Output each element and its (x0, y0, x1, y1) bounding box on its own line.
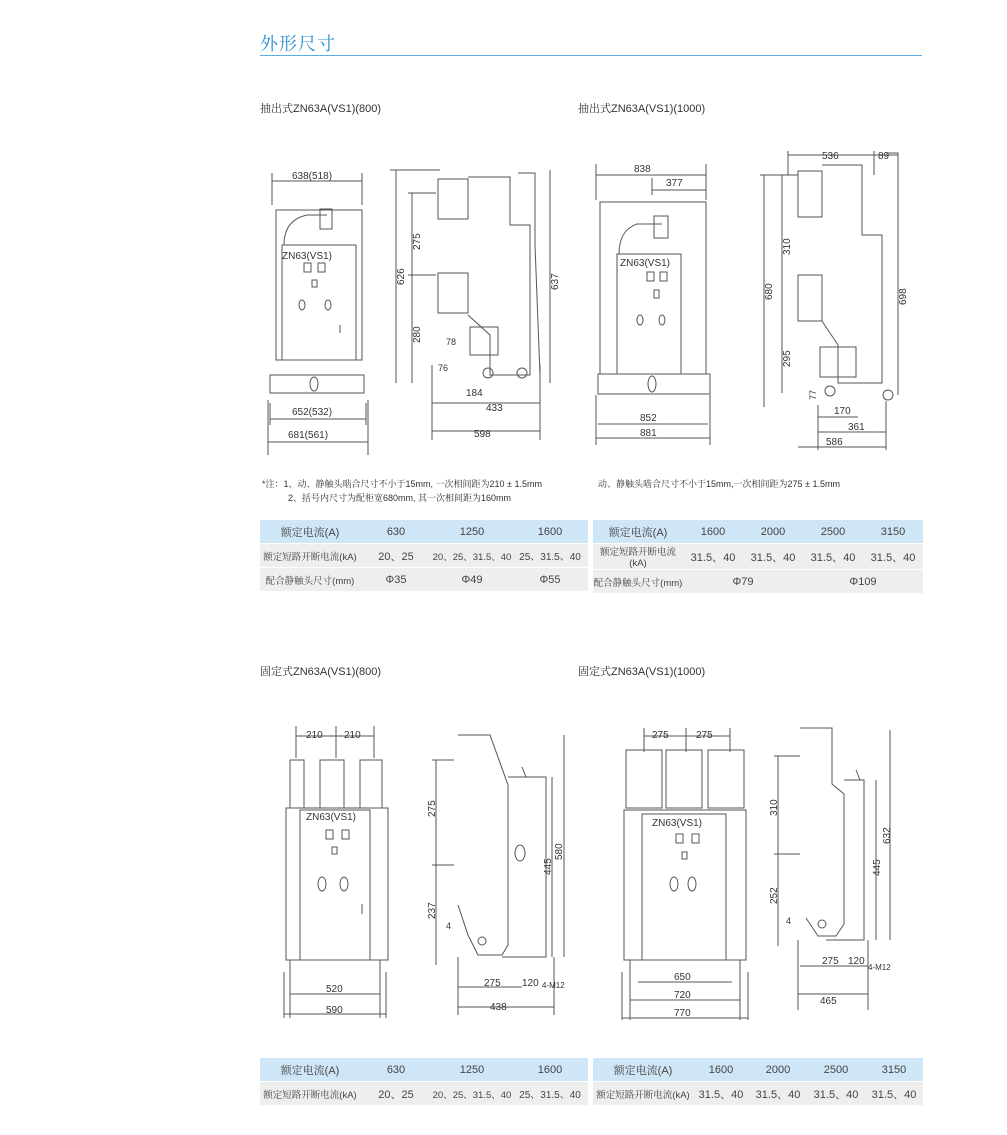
table-cell: 31.5、40 (807, 1082, 865, 1106)
dim-fixed-800-top2: 210 (344, 730, 361, 741)
caption-fixed-1000: 固定式ZN63A(VS1)(1000) (578, 666, 706, 678)
table-drawout-1000 (593, 520, 923, 594)
drawout-800-front-badge: ZN63(VS1) (282, 251, 333, 262)
table-row (260, 1058, 588, 1082)
table-cell: 25、31.5、40 (512, 1082, 588, 1106)
fixed-800-side-drawing (418, 725, 588, 1020)
table-drawout-800 (260, 520, 588, 592)
dim-drawout-800-637: 637 (550, 273, 561, 290)
dim-fixed-800-275b: 275 (484, 978, 501, 989)
table-cell: 630 (360, 1058, 432, 1082)
dim-drawout-1000-top2: 377 (666, 178, 683, 189)
dim-drawout-1000-89: 89 (878, 151, 890, 162)
caption-drawout-800: 抽出式ZN63A(VS1)(800) (260, 103, 382, 115)
fixed-800-front-badge: ZN63(VS1) (306, 812, 357, 823)
fixed-1000-front-drawing (612, 724, 752, 1024)
table-cell: 1600 (512, 1058, 588, 1082)
table-cell: 额定短路开断电流(kA) (593, 544, 683, 570)
dim-drawout-1000-586: 586 (826, 437, 843, 448)
note-right-1: 动、静触头啮合尺寸不小于15mm,一次相间距为275 ± 1.5mm (598, 479, 840, 489)
dim-fixed-800-445: 445 (543, 858, 554, 875)
section-title: 外形尺寸 (260, 34, 336, 54)
table-row (593, 1058, 923, 1082)
fixed-1000-side-drawing (760, 724, 910, 1014)
dim-drawout-800-598: 598 (474, 429, 491, 440)
table-cell: 配合静触头尺寸(mm) (260, 568, 360, 592)
table-cell: Φ109 (803, 570, 923, 594)
drawout-1000-side-drawing (758, 145, 908, 455)
dim-fixed-1000-310: 310 (769, 799, 780, 816)
table-cell: 20、25 (360, 1082, 432, 1106)
table-cell: 31.5、40 (863, 544, 923, 570)
dim-fixed-1000-bolt: 4-M12 (868, 963, 891, 972)
title-divider (260, 55, 922, 56)
table-row (260, 520, 588, 544)
table-row (593, 570, 923, 594)
table-cell: 1250 (432, 1058, 512, 1082)
table-cell: 31.5、40 (743, 544, 803, 570)
dim-fixed-1000-252: 252 (769, 887, 780, 904)
table-cell: 额定电流(A) (260, 520, 360, 544)
table-fixed-800 (260, 1058, 588, 1106)
table-cell: 31.5、40 (749, 1082, 807, 1106)
caption-drawout-1000: 抽出式ZN63A(VS1)(1000) (578, 103, 706, 115)
dim-fixed-1000-465: 465 (820, 996, 837, 1007)
table-fixed-1000 (593, 1058, 923, 1106)
table-row (593, 520, 923, 544)
table-cell: 3150 (865, 1058, 923, 1082)
dim-fixed-1000-4: 4 (786, 916, 792, 926)
table-row (260, 1082, 588, 1106)
dim-fixed-800-580: 580 (554, 843, 565, 860)
dim-drawout-800-bottom1: 652(532) (292, 407, 333, 418)
table-cell: 额定短路开断电流(kA) (260, 544, 360, 568)
table-cell: Φ35 (360, 568, 432, 592)
dim-fixed-800-bolt: 4-M12 (542, 981, 565, 990)
table-cell: 额定短路开断电流(kA) (260, 1082, 360, 1106)
table-cell: 1600 (683, 520, 743, 544)
dim-drawout-1000-77: 77 (808, 389, 818, 400)
dim-drawout-800-bottom2: 681(561) (288, 430, 329, 441)
dim-drawout-800-76: 76 (438, 363, 449, 373)
table-cell: 额定电流(A) (593, 520, 683, 544)
dim-fixed-800-438: 438 (490, 1002, 507, 1013)
dim-drawout-1000-680: 680 (764, 283, 775, 300)
table-cell: 31.5、40 (693, 1082, 749, 1106)
table-cell: 1600 (512, 520, 588, 544)
dim-fixed-1000-bottom3: 770 (674, 1008, 691, 1019)
table-cell: 20、25 (360, 544, 432, 568)
dim-drawout-1000-bottom1: 852 (640, 413, 657, 424)
table-row (260, 568, 588, 592)
table-cell: 2000 (743, 520, 803, 544)
dim-drawout-800-184: 184 (466, 388, 483, 399)
dim-fixed-1000-bottom1: 650 (674, 972, 691, 983)
table-cell: 额定电流(A) (260, 1058, 360, 1082)
table-row (593, 544, 923, 570)
note-left-1: *注：1、动、静触头啮合尺寸不小于15mm, 一次相间距为210 ± 1.5mm (262, 479, 542, 489)
table-cell: 20、25、31.5、40 (432, 544, 512, 568)
dim-fixed-800-bottom1: 520 (326, 984, 343, 995)
dim-fixed-1000-275: 275 (822, 956, 839, 967)
dim-fixed-800-4: 4 (446, 921, 452, 931)
drawout-800-front-drawing (262, 165, 382, 455)
table-cell: 额定电流(A) (593, 1058, 693, 1082)
dim-fixed-800-275: 275 (427, 800, 438, 817)
dim-drawout-800-upper: 275 (412, 233, 423, 250)
dim-fixed-1000-445: 445 (872, 859, 883, 876)
table-cell: 1250 (432, 520, 512, 544)
dim-fixed-800-top1: 210 (306, 730, 323, 741)
table-cell: Φ49 (432, 568, 512, 592)
dim-drawout-800-height: 626 (396, 268, 407, 285)
table-cell: 630 (360, 520, 432, 544)
drawout-1000-front-drawing (592, 160, 722, 445)
dim-drawout-1000-536: 536 (822, 151, 839, 162)
dim-drawout-800-lower: 280 (412, 326, 423, 343)
dim-fixed-1000-120: 120 (848, 956, 865, 967)
table-cell: 31.5、40 (803, 544, 863, 570)
note-left-2: 2、括号内尺寸为配柜宽680mm, 其一次相间距为160mm (288, 493, 512, 503)
table-cell: 31.5、40 (683, 544, 743, 570)
dim-drawout-1000-295: 295 (782, 350, 793, 367)
dim-drawout-1000-bottom2: 881 (640, 428, 657, 439)
fixed-800-front-drawing (280, 722, 400, 1022)
dim-fixed-800-bottom2: 590 (326, 1005, 343, 1016)
dim-drawout-800-top: 638(518) (292, 171, 333, 182)
drawout-1000-front-badge: ZN63(VS1) (620, 258, 671, 269)
dim-drawout-800-433: 433 (486, 403, 503, 414)
dim-drawout-1000-361: 361 (848, 422, 865, 433)
table-cell: 3150 (863, 520, 923, 544)
dim-drawout-1000-698: 698 (898, 288, 909, 305)
table-cell: 20、25、31.5、40 (432, 1082, 512, 1106)
table-row (593, 1082, 923, 1106)
table-cell: 2000 (749, 1058, 807, 1082)
drawout-800-side-drawing (390, 165, 570, 455)
dim-fixed-1000-632: 632 (882, 827, 893, 844)
table-cell: 2500 (807, 1058, 865, 1082)
dim-fixed-800-237: 237 (427, 902, 438, 919)
dim-drawout-1000-top1: 838 (634, 164, 651, 175)
dim-fixed-1000-bottom2: 720 (674, 990, 691, 1001)
dim-drawout-1000-310: 310 (782, 238, 793, 255)
table-cell: 31.5、40 (865, 1082, 923, 1106)
dim-drawout-800-78: 78 (446, 337, 457, 347)
table-cell: 配合静触头尺寸(mm) (593, 570, 683, 594)
caption-fixed-800: 固定式ZN63A(VS1)(800) (260, 666, 382, 678)
table-cell: 2500 (803, 520, 863, 544)
table-row (260, 544, 588, 568)
dim-fixed-1000-top1: 275 (652, 730, 669, 741)
table-cell: Φ55 (512, 568, 588, 592)
fixed-1000-front-badge: ZN63(VS1) (652, 818, 703, 829)
table-cell: 25、31.5、40 (512, 544, 588, 568)
table-cell: 1600 (693, 1058, 749, 1082)
table-cell: 额定短路开断电流(kA) (593, 1082, 693, 1106)
dim-fixed-1000-top2: 275 (696, 730, 713, 741)
table-cell: Φ79 (683, 570, 803, 594)
dim-fixed-800-120: 120 (522, 978, 539, 989)
dim-drawout-1000-170: 170 (834, 406, 851, 417)
